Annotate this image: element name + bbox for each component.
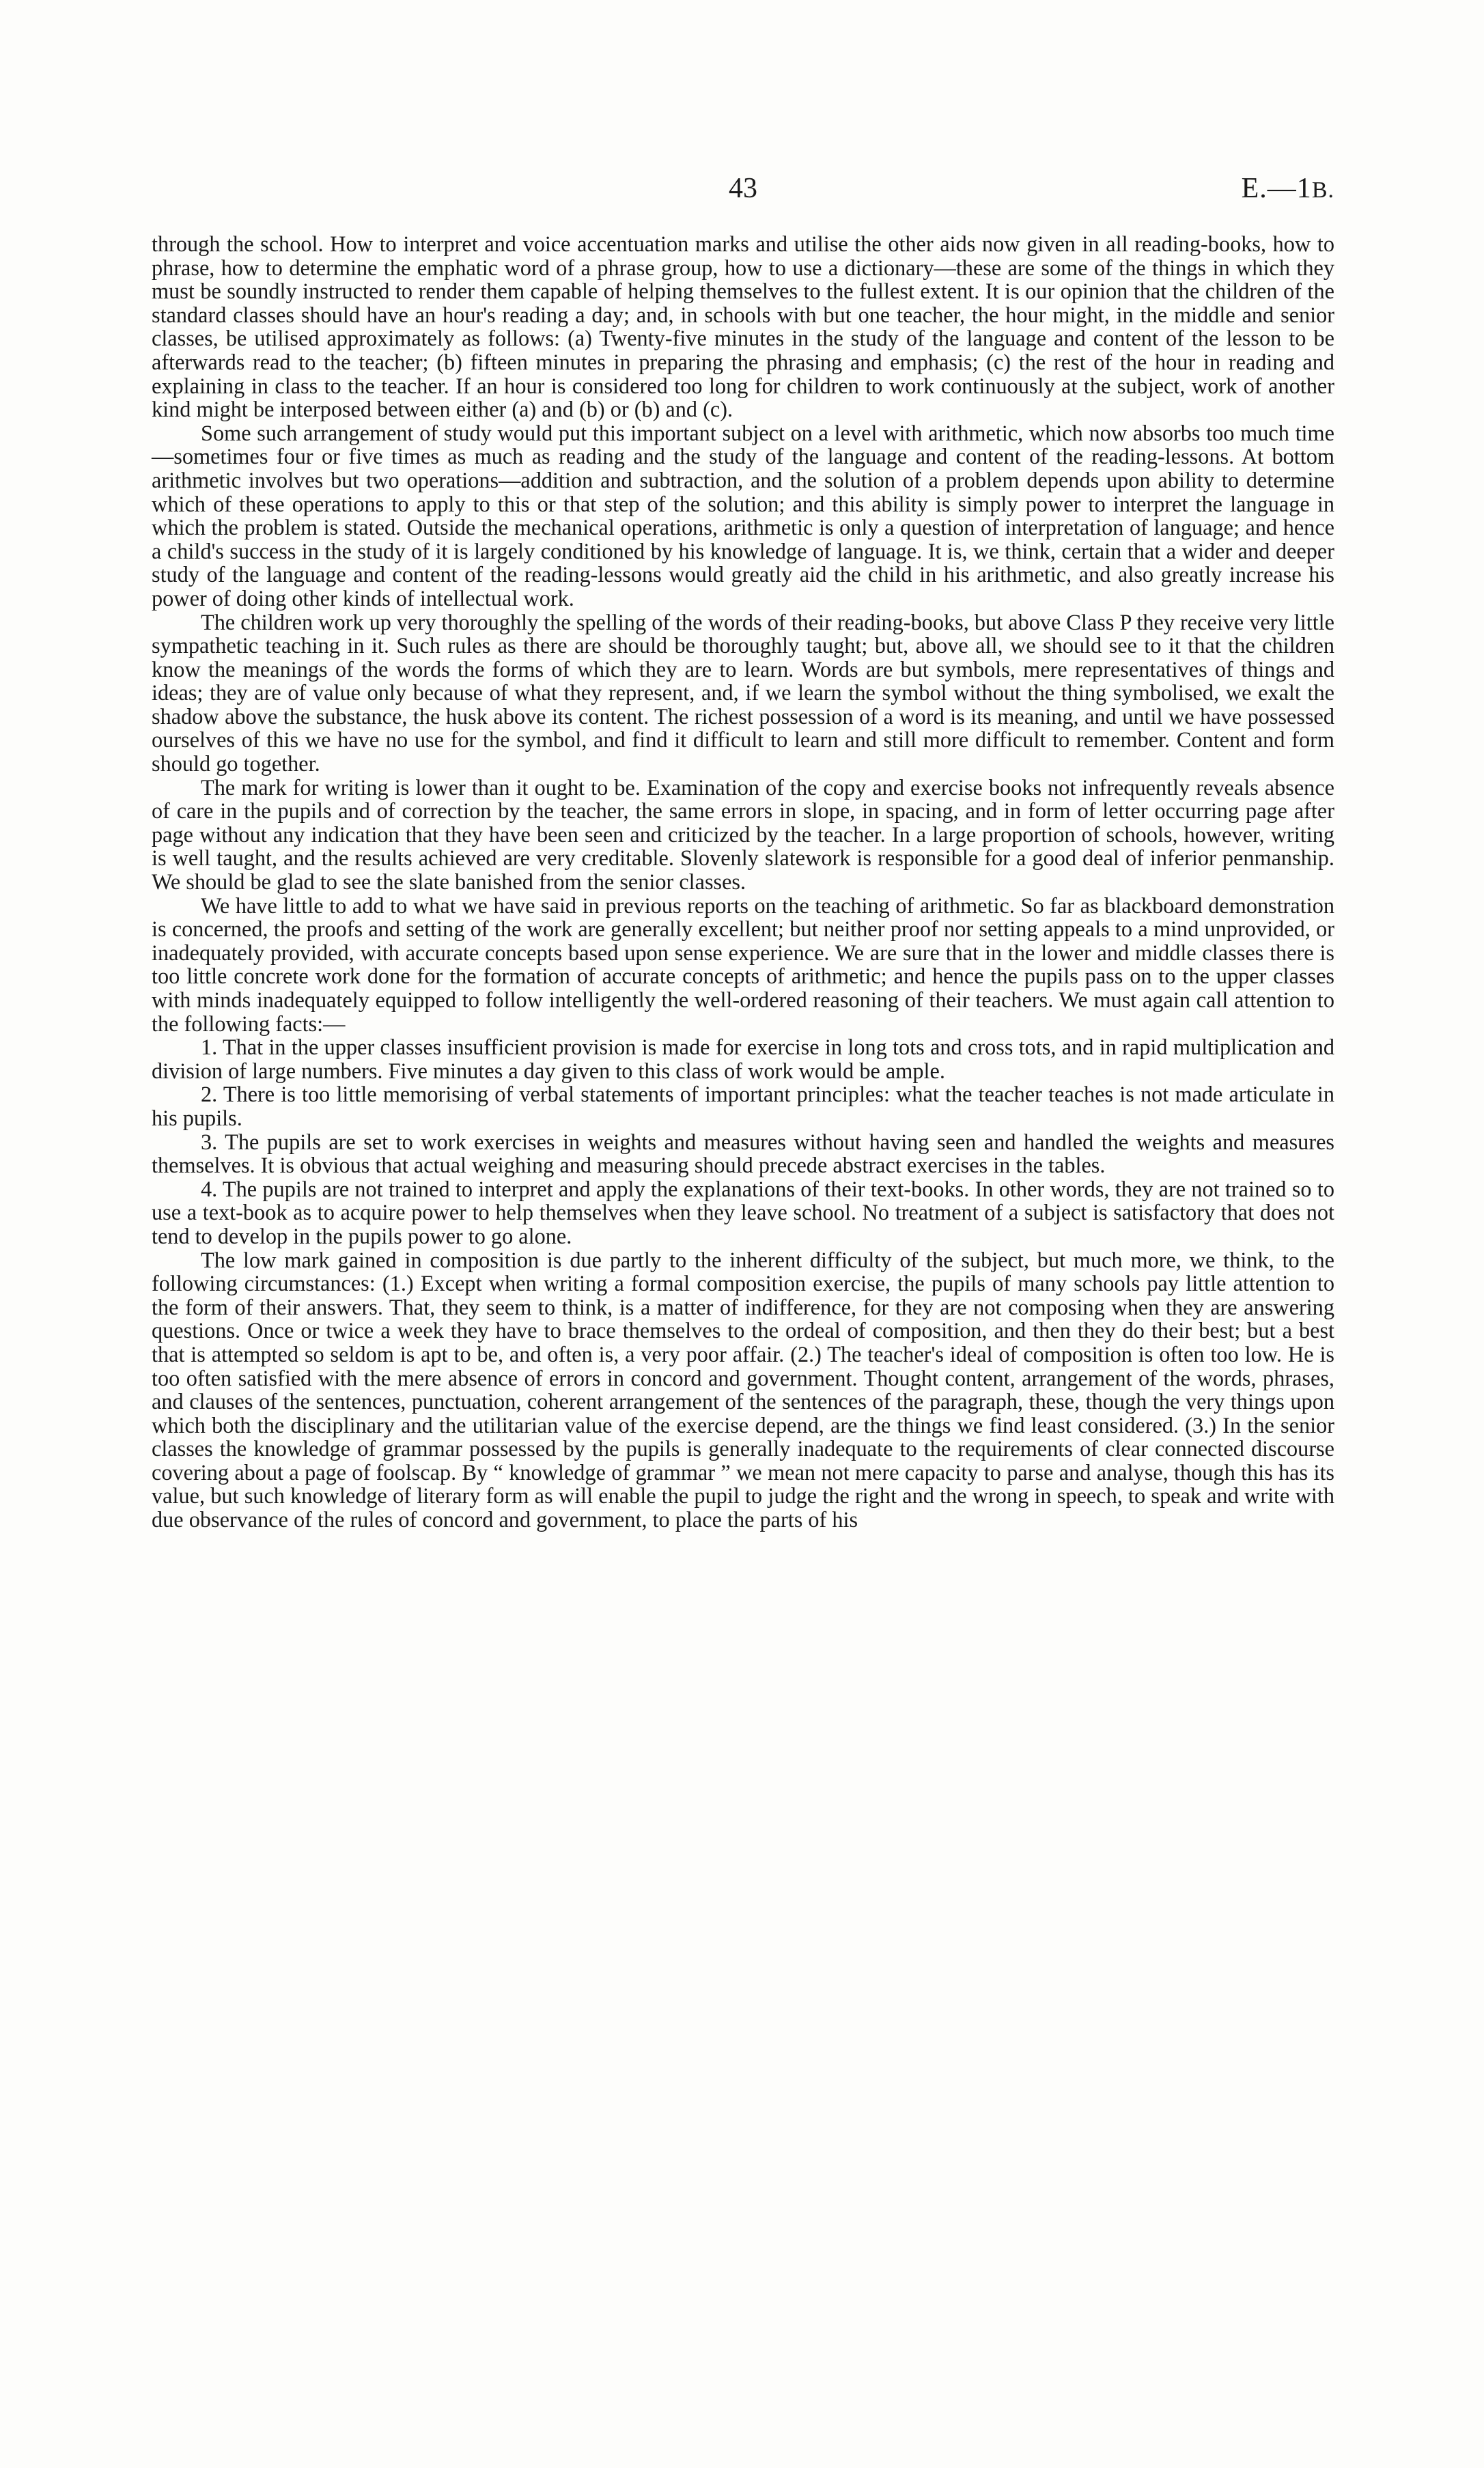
document-reference [1242, 172, 1334, 205]
paragraph-arithmetic-teaching: We have little to add to what we have said in previous reports on the teaching of arithmetic. So far as blackboard demonstration is concerned, the proofs and setting of the work are generally excellent; but neither proof nor setting appeals to a mind unprovided, or inadequately provided, with accurate concepts based upon sense experience. We are sure that in the lower and middle classes there is too little concrete work done for the formation of accurate concepts of arithmetic; and hence the pupils pass on to the upper classes with minds inadequately equipped to follow intelligently the well-ordered reasoning of their teachers. We must again call attention to the following facts:— [152, 893, 1334, 1036]
page-number: 43 [729, 173, 757, 204]
paragraph-spelling: The children work up very thoroughly the spelling of the words of their reading-books, but above Class P they receive very little sympathetic teaching in it. Such rules as there are should be thoroughly taught; but, above all, we should see to it that the children know the meanings of the words the forms of which they are to learn. Words are but symbols, mere representatives of things and ideas; they are of value only because of what they represent, and, if we learn the symbol without the thing symbolised, we exalt the shadow above the substance, the husk above its content. The richest possession of a word is its meaning, and until we have possessed ourselves of this we have no use for the symbol, and find it difficult to learn and still more difficult to remember. Content and form should go together. [152, 609, 1334, 776]
list-item-3: 3. The pupils are set to work exercises in weights and measures without having seen and handled the weights and measures themselves. It is obvious that actual weighing and measuring should precede abstract exercises in the tables. [152, 1129, 1334, 1178]
paragraph-arithmetic-study: Some such arrangement of study would put this important subject on a level with arithmetic, which now absorbs too much time—sometimes four or five times as much as reading and the study of the language and content of the reading-lessons. At bottom arithmetic involves but two operations—addition and subtraction, and the solution of a problem depends upon ability to determine which of these operations to apply to this or that step of the solution; and this ability is simply power to interpret the language in which the problem is stated. Outside the mechanical operations, arithmetic is only a question of interpretation of language; and hence a child's success in the study of it is largely conditioned by his knowledge of language. It is, we think, certain that a wider and deeper study of the language and content of the reading-lessons would greatly aid the child in his arithmetic, and also greatly increase his power of doing other kinds of intellectual work. [152, 420, 1334, 611]
document-reference-suffix: B. [1311, 178, 1334, 203]
list-item-1: 1. That in the upper classes insufficient provision is made for exercise in long tots and cross tots, and in rapid multiplication and division of large numbers. Five minutes a day given to this class of work would be ample. [152, 1035, 1334, 1083]
body-text [152, 232, 1334, 1532]
document-reference-main: E.—1 [1241, 173, 1312, 204]
paragraph-composition: The low mark gained in composition is due partly to the inherent difficulty of the subject, but much more, we think, to the following circumstances: (1.) Except when writing a formal composition exercise, the pupils of many schools pay little attention to the form of their answers. That, they seem to think, is a matter of indifference, for they are not composing when they are answering questions. Once or twice a week they have to brace themselves to the ordeal of composition, and then they do their best; but a best that is attempted so seldom is apt to be, and often is, a very poor affair. (2.) The teacher's ideal of composition is often too low. He is too often satisfied with the mere absence of errors in concord and government. Thought content, arrangement of the words, phrases, and clauses of the sentences, punctuation, coherent arrangement of the sentences of the paragraph, these, though the very things upon which both the disciplinary and the utilitarian value of the exercise depend, are the things we find least considered. (3.) In the senior classes the knowledge of grammar possessed by the pupils is generally inadequate to the requirements of clear connected discourse covering about a page of foolscap. By “ knowledge of grammar ” we mean not mere capacity to parse and analyse, though this has its value, but such knowledge of literary form as will enable the pupil to judge the right and the wrong in speech, to speak and write with due observance of the rules of concord and government, to place the parts of his [152, 1247, 1334, 1532]
page-header [152, 172, 1334, 206]
list-item-2: 2. There is too little memorising of verbal statements of important principles: what the teacher teaches is not made articulate in his pupils. [152, 1082, 1334, 1130]
paragraph-writing: The mark for writing is lower than it ought to be. Examination of the copy and exercise books not infrequently reveals absence of care in the pupils and of correction by the teacher, the same errors in slope, in spacing, and in form of letter occurring page after page without any indication that they have been seen and criticized by the teacher. In a large proportion of schools, however, writing is well taught, and the results achieved are very creditable. Slovenly slatework is responsible for a good deal of inferior penmanship. We should be glad to see the slate banished from the senior classes. [152, 774, 1334, 895]
list-item-4: 4. The pupils are not trained to interpret and apply the explanations of their text-books. In other words, they are not trained so to use a text-book as to acquire power to help themselves when they leave school. No treatment of a subject is satisfactory that does not tend to develop in the pupils power to go alone. [152, 1176, 1334, 1248]
paragraph-reading-continued: through the school. How to interpret and voice accentuation marks and utilise the other aids now given in all reading-books, how to phrase, how to determine the emphatic word of a phrase group, how to use a dictionary—these are some of the things in which they must be soundly instructed to render them capable of helping themselves to the fullest extent. It is our opinion that the children of the standard classes should have an hour's reading a day; and, in schools with but one teacher, the hour might, in the middle and senior classes, be utilised approximately as follows: (a) Twenty-five minutes in the study of the language and content of the lesson to be afterwards read to the teacher; (b) fifteen minutes in preparing the phrasing and emphasis; (c) the rest of the hour in reading and explaining in class to the teacher. If an hour is considered too long for children to work continuously at the subject, work of another kind might be interposed between either (a) and (b) or (b) and (c). [152, 232, 1334, 422]
